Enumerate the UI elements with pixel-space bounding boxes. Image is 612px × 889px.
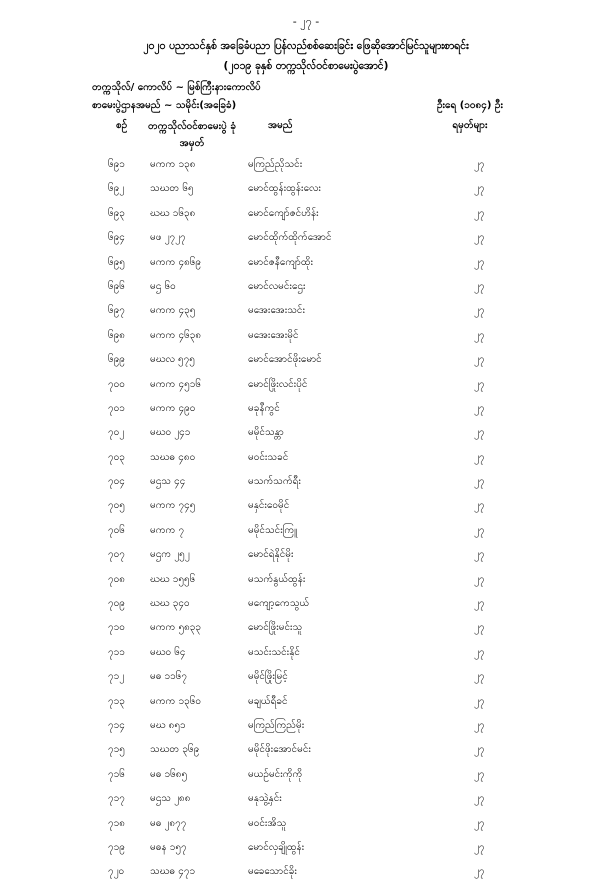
marks-value: ၂၇ <box>474 378 485 390</box>
row-number: ၇၀၂ <box>108 427 125 439</box>
student-name: မကြည်ညိုသင်း <box>248 159 303 170</box>
marks-value: ၂၇ <box>474 476 485 488</box>
roll-number: မဌသ ၄၄ <box>150 476 186 488</box>
roll-number: မဓန ၁၅၇ <box>150 841 187 853</box>
table-row <box>0 450 612 474</box>
table-row <box>0 474 612 498</box>
marks-value: ၂၇ <box>474 256 485 268</box>
row-number: ၆၉၈ <box>108 329 125 341</box>
row-number: ၇၁၅ <box>108 744 125 756</box>
table-row <box>0 694 612 718</box>
table-row <box>0 157 612 181</box>
marks-value: ၂၇ <box>474 183 485 195</box>
row-number: ၆၉၉ <box>108 354 125 366</box>
table-row <box>0 840 612 864</box>
row-number: ၇၁၀ <box>108 622 125 634</box>
document-title: ၂၀၂၀ ပညာသင်နှစ် အခြေခံပညာ ပြန်လည်စစ်ဆေးခြင်း ဖြေဆိုအောင်မြင်သူများစာရင်း <box>143 40 469 52</box>
table-row <box>0 255 612 279</box>
roll-number: မကက ၄၆၃၈ <box>150 329 202 341</box>
student-name: မမိုင်ဖြိုးမြင့် <box>248 671 288 683</box>
student-name: မသင်းသင်းနိုင် <box>248 646 300 658</box>
student-name: မချယ်ရီခင် <box>248 695 288 707</box>
row-number: ၇၁၆ <box>108 768 125 780</box>
roll-number: မကက ၄၉၀ <box>150 402 196 414</box>
document-subtitle: (၂၀၁၉ ခုနှစ် တက္ကသိုလ်ဝင်စာမေးပွဲအောင်) <box>223 60 389 72</box>
roll-number: သဃတ ၆၅ <box>150 183 194 195</box>
column-header-name: အမည် <box>268 120 293 131</box>
marks-value: ၂၇ <box>474 841 485 853</box>
roll-number: သဃတ ၃၆၉ <box>150 744 200 756</box>
roll-number: ဃဃ ၁၅၅၆ <box>150 573 196 585</box>
student-name: မမိုင်သန္တာ <box>248 427 284 439</box>
student-name: မအေးအေးသင်း <box>248 305 305 317</box>
marks-value: ၂၇ <box>474 427 485 439</box>
student-name: မောင်ရဲနိုင်မိုး <box>248 549 294 561</box>
table-row <box>0 669 612 693</box>
student-name: မောင်အောင်ဖိုးမောင် <box>248 354 322 366</box>
table-row <box>0 181 612 205</box>
table-row <box>0 401 612 425</box>
row-number: ၇၁၇ <box>108 793 125 805</box>
student-name: မနုသွဲ့နှင်း <box>248 793 282 805</box>
student-name: မယဉ်မင်းကိုကို <box>248 768 303 780</box>
roll-number: မဃဝ ၆၄ <box>150 646 186 658</box>
marks-value: ၂၇ <box>474 159 485 170</box>
marks-value: ၂၇ <box>474 305 485 317</box>
marks-value: ၂၇ <box>474 500 485 512</box>
marks-value: ၂၇ <box>474 207 485 219</box>
student-name: မောင်ထွန်းထွန်းလေး <box>248 183 321 195</box>
student-name: မမိုင်သင်းကြူ <box>248 524 298 536</box>
marks-value: ၂၇ <box>474 329 485 341</box>
marks-value: ၂၇ <box>474 232 485 244</box>
row-number: ၆၉၄ <box>108 232 125 244</box>
marks-value: ၂၇ <box>474 695 485 707</box>
marks-value: ၂၇ <box>474 744 485 756</box>
row-number: ၇၀၄ <box>108 476 125 488</box>
page-number: - ၂၇ - <box>292 15 320 28</box>
marks-value: ၂၇ <box>474 598 485 610</box>
table-row <box>0 596 612 620</box>
marks-value: ၂၇ <box>474 524 485 536</box>
row-number: ၇၀၇ <box>108 549 125 561</box>
table-row <box>0 767 612 791</box>
marks-value: ၂၇ <box>474 451 485 463</box>
roll-number: မဌက ၂၅၂ <box>150 549 190 561</box>
marks-value: ၂၇ <box>474 549 485 561</box>
roll-number: မဓ ၁၁၆၇ <box>150 671 188 683</box>
student-name: မအေးအေးမိုင် <box>248 329 299 341</box>
row-number: ၇၀၉ <box>108 598 125 610</box>
exam-center-line: စာမေးပွဲဌာနအမည် ~ သမိုင်း(အခြေခံ) <box>92 100 237 111</box>
marks-value: ၂၇ <box>474 280 485 292</box>
row-number: ၇၀၃ <box>108 451 125 463</box>
marks-value: ၂၇ <box>474 866 485 878</box>
table-row <box>0 864 612 888</box>
roll-number: မကက ၇၄၅ <box>150 500 196 512</box>
row-number: ၇၀၅ <box>108 500 125 512</box>
marks-value: ၂၇ <box>474 573 485 585</box>
row-number: ၆၉၇ <box>108 305 125 317</box>
roll-number: ဃဃ ၃၄၀ <box>150 598 190 610</box>
student-name: မနှင်းဝေမိုင် <box>248 500 290 512</box>
roll-number: မဃလ ၅၇၅ <box>150 354 195 366</box>
marks-value: ၂၇ <box>474 622 485 634</box>
roll-number: မကက ၄၅၁၆ <box>150 378 201 390</box>
row-number: ၆၉၃ <box>108 207 125 219</box>
student-name: မောင်ဖြိုးလင်းပိုင် <box>248 378 308 390</box>
student-name: မောင်ဖြိုးမင်းသူ <box>248 622 303 634</box>
table-row <box>0 230 612 254</box>
row-number: ၆၉၆ <box>108 280 125 292</box>
table-row <box>0 620 612 644</box>
table-row <box>0 352 612 376</box>
student-name: မဝင်းအိသူ <box>248 817 287 829</box>
student-name: မောင်လှချိုထွန်း <box>248 841 305 853</box>
row-number: ၆၉၅ <box>108 256 125 268</box>
roll-number: မကက ၄၈၆၉ <box>150 256 202 268</box>
department-line: တက္ကသိုလ်/ ကောလိပ် ~ မြစ်ကြီးနားကောလိပ် <box>92 82 261 93</box>
table-row <box>0 547 612 571</box>
count-line: ဦးရေ (၁၀၈၄) ဦး <box>436 100 504 111</box>
table-row <box>0 303 612 327</box>
marks-value: ၂၇ <box>474 671 485 683</box>
roll-number: ဃဃ ၁၆၃၈ <box>150 207 196 219</box>
column-header-no: စဉ် <box>116 120 128 131</box>
marks-value: ၂၇ <box>474 354 485 366</box>
roll-number: မဓ ၁၆၈၅ <box>150 768 188 780</box>
student-name: မခေသောင်ခိုး <box>248 866 297 878</box>
roll-number: မဃ ၈၅၁ <box>150 719 186 731</box>
roll-number: မဌ ၆၀ <box>150 280 176 292</box>
roll-number: မဃဝ ၂၄၁ <box>150 427 191 439</box>
row-number: ၇၁၁ <box>108 646 125 658</box>
row-number: ၆၉၂ <box>108 183 125 195</box>
row-number: ၇၀၀ <box>108 378 125 390</box>
table-row <box>0 645 612 669</box>
roll-number: မဌသ ၂၈၈ <box>150 793 191 805</box>
student-name: မသက်နွယ်ထွန်း <box>248 573 306 585</box>
marks-value: ၂၇ <box>474 817 485 829</box>
marks-value: ၂၇ <box>474 402 485 414</box>
column-header-marks: ရမှတ်များ <box>452 120 488 131</box>
table-row <box>0 279 612 303</box>
roll-number: မကက ၁၃၈ <box>150 159 196 170</box>
column-header-roll: တက္ကသိုလ်ဝင်စာမေးပွဲ ခုံအမှတ် <box>148 121 236 149</box>
marks-value: ၂၇ <box>474 646 485 658</box>
roll-number: သဃဓ ၄၇၁ <box>150 866 196 878</box>
row-number: ၆၉၁ <box>108 159 125 170</box>
marks-value: ၂၇ <box>474 793 485 805</box>
student-name: မကျော့ကေသွယ် <box>248 598 310 610</box>
roll-number: မဖ ၂၇၂၇ <box>150 232 186 244</box>
table-row <box>0 816 612 840</box>
roll-number: မကက ၄၃၅ <box>150 305 196 317</box>
row-number: ၇၁၈ <box>108 817 125 829</box>
roll-number: မကက ၁၃၆၀ <box>150 695 201 707</box>
table-row <box>0 498 612 522</box>
roll-number: မကက ၅၈၃၃ <box>150 622 202 634</box>
table-row <box>0 572 612 596</box>
student-name: မကြည်ကြည်မိုး <box>248 719 305 731</box>
row-number: ၇၀၈ <box>108 573 125 585</box>
table-row <box>0 523 612 547</box>
student-name: မဝင်းသခင် <box>248 451 289 463</box>
student-name: မောင်ကျော်ဇင်ဟိန်း <box>248 207 319 219</box>
marks-value: ၂၇ <box>474 719 485 731</box>
row-number: ၇၁၃ <box>108 695 125 707</box>
marks-value: ၂၇ <box>474 768 485 780</box>
table-row <box>0 791 612 815</box>
row-number: ၇၀၆ <box>108 524 125 536</box>
row-number: ၇၁၄ <box>108 719 125 731</box>
student-name: မမိုင်ဖိုးအောင်မင်း <box>248 744 311 756</box>
row-number: ၇၁၉ <box>108 841 125 853</box>
student-name: မောင်ထိုက်ထိုက်အောင် <box>248 232 332 244</box>
student-name: မောင်ဇနီကျော်ထိုး <box>248 256 314 268</box>
student-name: မောင်လမင်းဌေး <box>248 280 306 292</box>
row-number: ၇၀၁ <box>108 402 125 414</box>
student-name: မခုနီကွင် <box>248 402 280 414</box>
roll-number: မကက ၇ <box>150 524 185 536</box>
row-number: ၇၂၀ <box>108 866 125 878</box>
table-row <box>0 718 612 742</box>
roll-number: မဓ ၂၈၇၇ <box>150 817 187 829</box>
roll-number: သဃဓ ၄၈၀ <box>150 451 196 463</box>
student-name: မသက်သက်ရီး <box>248 476 301 488</box>
row-number: ၇၁၂ <box>108 671 125 683</box>
table-row <box>0 742 612 766</box>
table-row <box>0 328 612 352</box>
table-row <box>0 425 612 449</box>
table-row <box>0 377 612 401</box>
results-table <box>0 157 612 889</box>
table-row <box>0 206 612 230</box>
